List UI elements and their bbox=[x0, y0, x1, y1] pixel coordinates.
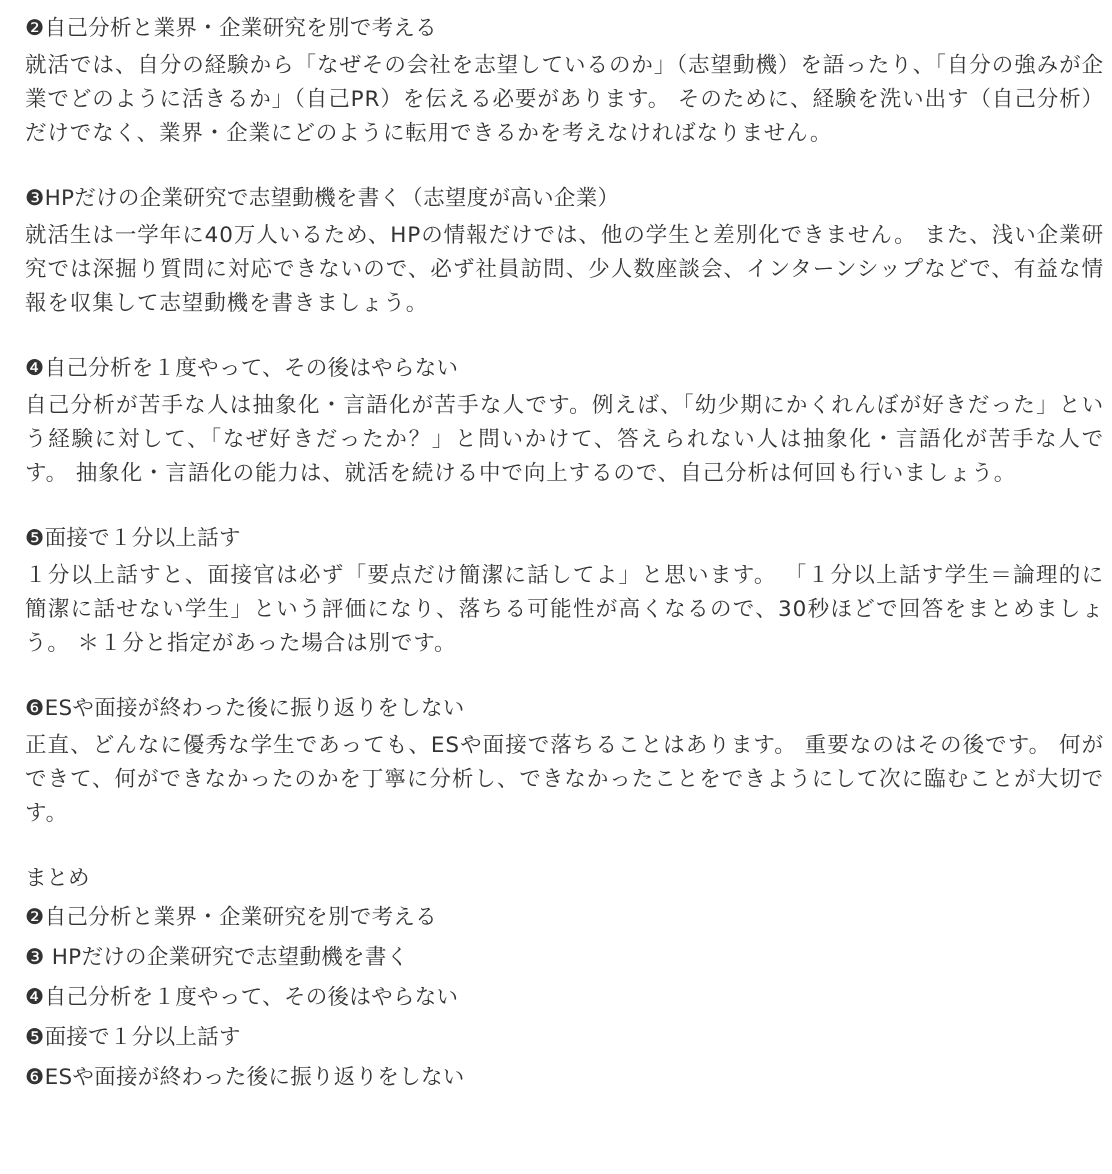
section-heading: ❺面接で１分以上話す bbox=[25, 526, 241, 551]
section-4 bbox=[25, 352, 1104, 491]
section-body: １分以上話すと、面接官は必ず「要点だけ簡潔に話してよ」と思います。 「１分以上話す学生＝論理的に簡潔に話せない学生」という評価になり、落ちる可能性が高くなるので、30秒ほどで回答をまとめましょう。 ＊１分と指定があった場合は別です。 bbox=[25, 563, 1104, 656]
summary-item: ❷自己分析と業界・企業研究を別で考える bbox=[25, 905, 437, 930]
section-heading: ❻ESや面接が終わった後に振り返りをしない bbox=[25, 696, 465, 721]
summary-item: ❹自己分析を１度やって、その後はやらない bbox=[25, 985, 459, 1010]
summary-section bbox=[25, 862, 1104, 1098]
section-body: 就活では、自分の経験から「なぜその会社を志望しているのか」（志望動機）を語ったり、「自分の強みが企業でどのように活きるか」（自己PR）を伝える必要があります。 そのために、経験を洗い出す（自己分析）だけでなく、業界・企業にどのように転用できるかを考えなければなりません。 bbox=[25, 53, 1104, 146]
summary-item: ❺面接で１分以上話す bbox=[25, 1025, 241, 1050]
section-6 bbox=[25, 692, 1104, 831]
section-3 bbox=[25, 182, 1104, 321]
section-heading: ❸HPだけの企業研究で志望動機を書く（志望度が高い企業） bbox=[25, 186, 620, 211]
summary-title: まとめ bbox=[25, 866, 90, 891]
summary-item: ❸ HPだけの企業研究で志望動機を書く bbox=[25, 945, 409, 970]
summary-list bbox=[25, 898, 1104, 1098]
section-heading: ❹自己分析を１度やって、その後はやらない bbox=[25, 356, 459, 381]
section-2 bbox=[25, 12, 1104, 151]
section-body: 正直、どんなに優秀な学生であっても、ESや面接で落ちることはあります。 重要なのはその後です。 何ができて、何ができなかったのかを丁寧に分析し、できなかったことをできようにして次に臨むことが大切です。 bbox=[25, 733, 1104, 826]
section-5 bbox=[25, 522, 1104, 661]
section-body: 就活生は一学年に40万人いるため、HPの情報だけでは、他の学生と差別化できません。 また、浅い企業研究では深掘り質問に対応できないので、必ず社員訪問、少人数座談会、インターンシップなどで、有益な情報を収集して志望動機を書きましょう。 bbox=[25, 223, 1104, 316]
summary-item: ❻ESや面接が終わった後に振り返りをしない bbox=[25, 1065, 465, 1090]
section-heading: ❷自己分析と業界・企業研究を別で考える bbox=[25, 16, 437, 41]
section-body: 自己分析が苦手な人は抽象化・言語化が苦手な人です。例えば、「幼少期にかくれんぼが好きだった」という経験に対して、「なぜ好きだったか？」と問いかけて、答えられない人は抽象化・言語化が苦手な人です。 抽象化・言語化の能力は、就活を続ける中で向上するので、自己分析は何回も行いましょう。 bbox=[25, 393, 1104, 486]
